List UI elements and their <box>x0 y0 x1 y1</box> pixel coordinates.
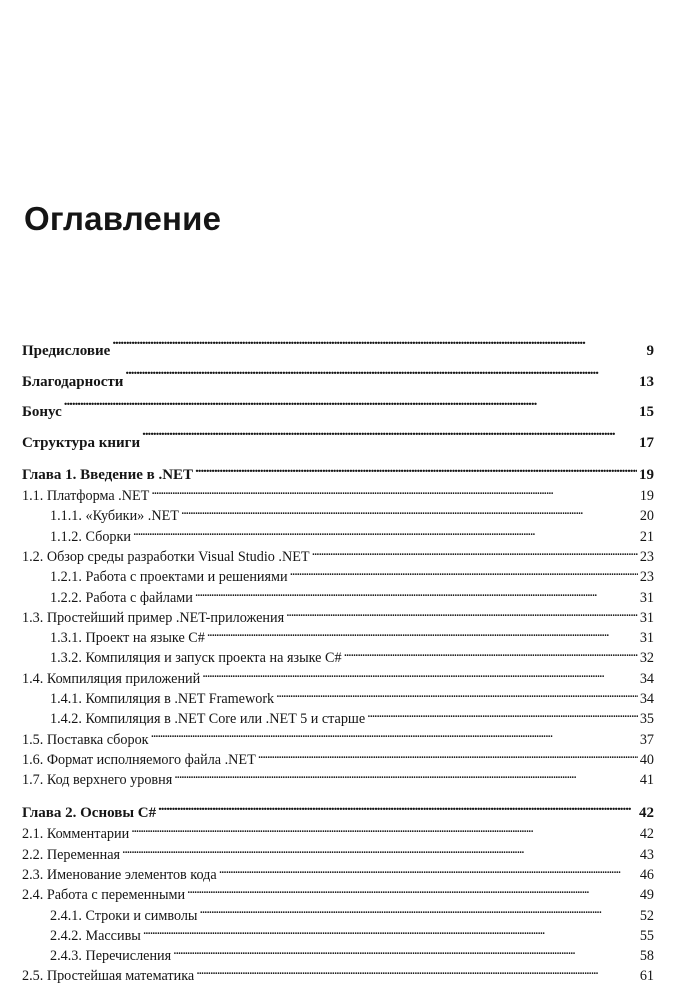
dot-leader <box>151 729 638 743</box>
toc-entry-label: Бонус <box>22 404 62 420</box>
toc-entry-page: 41 <box>639 772 654 789</box>
dot-leader <box>64 401 637 416</box>
toc-chapter-2-items <box>22 824 654 986</box>
toc-section[interactable] <box>22 824 654 844</box>
toc-entry-front[interactable] <box>22 397 654 428</box>
dot-leader <box>276 689 638 703</box>
dot-leader <box>199 905 637 919</box>
dot-leader <box>112 340 644 355</box>
toc-entry-label: 1.2. Обзор среды разработки Visual Studio .NET <box>22 549 310 566</box>
toc-chapter-2[interactable] <box>22 802 654 824</box>
toc-chapter-label: Глава 1. Введение в .NET <box>22 467 194 483</box>
toc-entry-page: 32 <box>639 650 654 667</box>
toc-section[interactable] <box>22 547 654 567</box>
toc-subsection[interactable] <box>22 709 654 729</box>
toc-entry-label: 1.3. Простейший пример .NET-приложения <box>22 609 285 626</box>
dot-leader <box>207 628 638 642</box>
toc-section[interactable] <box>22 966 654 986</box>
toc-entry-page: 61 <box>639 968 654 985</box>
toc-subsection[interactable] <box>22 506 654 526</box>
dot-leader <box>143 926 638 940</box>
toc-chapter-page: 19 <box>639 467 654 483</box>
dot-leader <box>219 865 638 879</box>
dot-leader <box>125 371 637 386</box>
toc-entry-page: 9 <box>646 343 654 359</box>
toc-entry-page: 34 <box>639 670 654 687</box>
dot-leader <box>312 547 638 561</box>
toc-subsection[interactable] <box>22 926 654 946</box>
toc-subsection[interactable] <box>22 587 654 607</box>
toc-entry-page: 34 <box>639 691 654 707</box>
toc-entry-label: 2.3. Именование элементов кода <box>22 866 217 883</box>
toc-entry-label: 1.7. Код верхнего уровня <box>22 772 173 789</box>
toc-entry-page: 49 <box>639 887 654 904</box>
toc-entry-page: 55 <box>639 927 654 944</box>
dot-leader <box>122 845 638 859</box>
dot-leader <box>187 885 638 899</box>
toc-section[interactable] <box>22 865 654 885</box>
toc-subsection[interactable] <box>22 648 654 668</box>
toc-entry-label: 2.4. Работа с переменными <box>22 887 186 904</box>
dot-leader <box>142 432 637 447</box>
toc-entry-page: 23 <box>639 569 654 586</box>
toc-entry-page: 31 <box>639 630 654 647</box>
toc-entry-page: 13 <box>639 373 654 390</box>
toc-entry-label: 2.4.1. Строки и символы <box>50 907 198 924</box>
toc-entry-label: 2.4.2. Массивы <box>50 927 141 944</box>
dot-leader <box>151 486 638 500</box>
toc-entry-label: 1.4. Компиляция приложений <box>22 670 201 687</box>
dot-leader <box>131 824 638 838</box>
toc-chapter-1[interactable] <box>22 464 654 486</box>
toc-section[interactable] <box>22 770 654 790</box>
toc-entry-page: 20 <box>639 508 654 525</box>
toc-entry-label: 2.2. Переменная <box>22 846 121 863</box>
toc-entry-label: 1.2.1. Работа с проектами и решениями <box>50 569 288 586</box>
toc-subsection[interactable] <box>22 527 654 547</box>
dot-leader <box>286 608 638 622</box>
toc-entry-page: 21 <box>639 528 654 545</box>
toc-entry-label: 1.1.2. Сборки <box>50 528 131 545</box>
toc-entry-label: 1.6. Формат исполняемого файла .NET <box>22 751 256 768</box>
toc-entry-page: 31 <box>639 589 654 606</box>
toc-subsection[interactable] <box>22 946 654 966</box>
toc-section[interactable] <box>22 729 654 749</box>
toc-entry-label: 2.1. Комментарии <box>22 826 130 843</box>
toc-entry-page: 37 <box>639 731 654 748</box>
toc-entry-label: Структура книги <box>22 434 141 451</box>
toc-entry-label: Благодарности <box>22 373 124 390</box>
toc-section[interactable] <box>22 669 654 689</box>
toc-subsection[interactable] <box>22 567 654 587</box>
dot-leader <box>181 506 638 520</box>
toc-section[interactable] <box>22 845 654 865</box>
toc-entry-page: 19 <box>639 488 654 505</box>
toc-entry-page: 23 <box>639 549 654 566</box>
dot-leader <box>174 770 638 784</box>
dot-leader <box>133 527 638 541</box>
page-title: Оглавление <box>24 200 222 237</box>
toc-entry-page: 35 <box>639 711 654 728</box>
toc-entry-label: Предисловие <box>22 343 111 359</box>
toc-entry-front[interactable] <box>22 336 654 367</box>
dot-leader <box>196 966 638 980</box>
dot-leader <box>202 669 638 683</box>
toc-entry-label: 1.3.1. Проект на языке C# <box>50 630 205 647</box>
toc-chapter-page: 42 <box>639 805 654 822</box>
dot-leader <box>158 802 637 817</box>
toc-entry-label: 1.4.2. Компиляция в .NET Core или .NET 5 и старше <box>50 711 366 728</box>
toc-entry-page: 17 <box>639 434 654 451</box>
toc-entry-front[interactable] <box>22 428 654 459</box>
toc-section[interactable] <box>22 486 654 506</box>
toc-entry-label: 1.4.1. Компиляция в .NET Framework <box>50 691 275 707</box>
toc-entry-label: 1.1.1. «Кубики» .NET <box>50 508 179 525</box>
toc-entry-front[interactable] <box>22 367 654 398</box>
toc-chapter-1-items <box>22 486 654 790</box>
toc-chapter-label: Глава 2. Основы C# <box>22 805 157 822</box>
dot-leader <box>344 648 638 662</box>
toc-subsection[interactable] <box>22 905 654 925</box>
toc-entry-label: 1.3.2. Компиляция и запуск проекта на языке C# <box>50 650 342 667</box>
toc-subsection[interactable] <box>22 628 654 648</box>
toc-section[interactable] <box>22 608 654 628</box>
table-of-contents <box>22 336 654 986</box>
toc-entry-label: 2.5. Простейшая математика <box>22 968 195 985</box>
toc-entry-label: 1.1. Платформа .NET <box>22 488 150 505</box>
toc-entry-page: 43 <box>639 846 654 863</box>
toc-entry-page: 42 <box>639 826 654 843</box>
dot-leader <box>367 709 638 723</box>
toc-entry-label: 2.4.3. Перечисления <box>50 948 172 965</box>
toc-entry-label: 1.5. Поставка сборок <box>22 731 149 748</box>
dot-leader <box>173 946 638 960</box>
toc-section[interactable] <box>22 885 654 905</box>
dot-leader <box>195 464 637 479</box>
toc-entry-page: 31 <box>639 609 654 626</box>
toc-subsection[interactable] <box>22 689 654 709</box>
toc-entry-label: 1.2.2. Работа с файлами <box>50 589 193 606</box>
toc-entry-page: 58 <box>639 948 654 965</box>
dot-leader <box>258 750 638 764</box>
dot-leader <box>195 587 638 601</box>
toc-entry-page: 15 <box>639 404 654 420</box>
toc-section[interactable] <box>22 750 654 770</box>
toc-entry-page: 46 <box>639 866 654 883</box>
toc-entry-page: 52 <box>639 907 654 924</box>
dot-leader <box>290 567 638 581</box>
toc-entry-page: 40 <box>639 751 654 768</box>
